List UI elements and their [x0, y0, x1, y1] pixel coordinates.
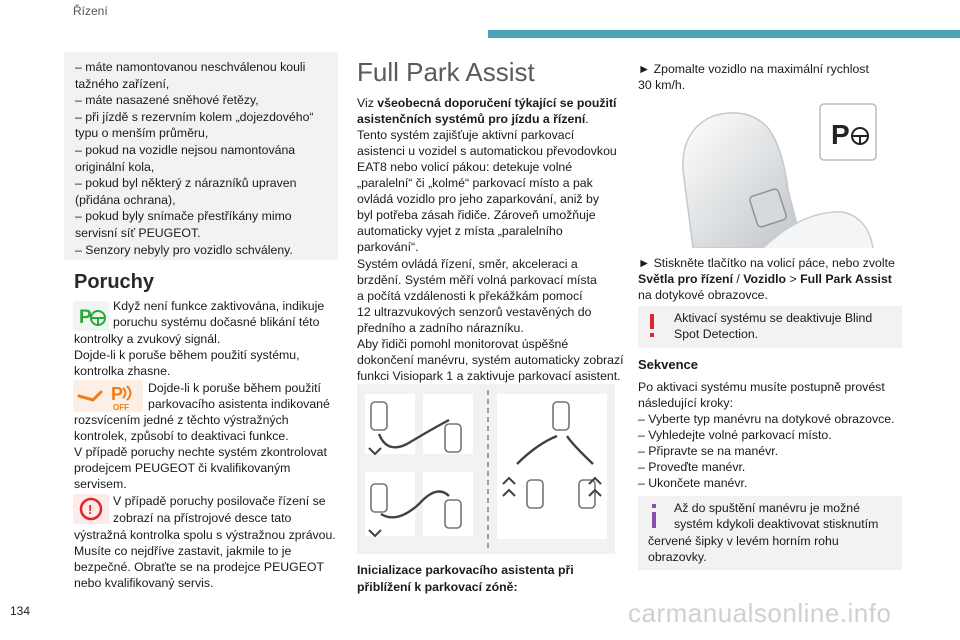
svg-text:P: P — [79, 307, 92, 328]
sequence-line: – Vyberte typ manévru na dotykové obrazovce. — [638, 412, 895, 426]
full-park-assist-title: Full Park Assist — [357, 57, 535, 87]
fault3-line: nebo kvalifikovaný servis. — [74, 576, 214, 590]
fault2-line: servisem. — [74, 477, 127, 491]
menu-path-vehicle: Vozidlo — [743, 272, 787, 286]
init-line: přiblížení k parkovací zóně: — [357, 580, 518, 594]
intro-line — [357, 95, 616, 111]
list-line: – pokud byly snímače přestříkány mimo — [75, 209, 292, 224]
fault2-line: rozsvícením jedné z těchto výstražných — [74, 413, 289, 427]
gear-selector-illustration — [653, 100, 881, 248]
body-line: dokončení manévru, systém automaticky zobrazí — [357, 353, 624, 367]
sequence-line: – Připravte se na manévr. — [638, 444, 779, 458]
sequence-line: – Proveďte manévr. — [638, 460, 746, 474]
body-line: automaticky vyjet z místa „paralelního — [357, 224, 563, 238]
park-assist-warning-icon — [73, 301, 109, 331]
section-header: Řízení — [73, 4, 108, 18]
step1-line: 30 km/h. — [638, 78, 686, 92]
info-line: obrazovky. — [648, 550, 707, 564]
sequence-line: – Ukončete manévr. — [638, 476, 748, 490]
fault1-line: poruchu systému dočasné blikání této — [113, 315, 320, 329]
fault3-line: Musíte co nejdříve zastavit, jakmile to je — [74, 544, 292, 558]
fault3-line: V případě poruchy posilovače řízení se — [113, 494, 326, 508]
info-note — [638, 496, 902, 570]
body-line: předního a zadního nárazníku. — [357, 321, 524, 335]
fault3-line: bezpečné. Obraťte se na prodejce PEUGEOT — [74, 560, 324, 574]
body-line: „paralelní“ či „kolmé“ parkovací místo a pak — [357, 176, 593, 190]
svg-text:!: ! — [88, 502, 93, 517]
body-line: byl potřeba zásah řidiče. Zároveň umožňuje — [357, 208, 596, 222]
svg-text:OFF: OFF — [113, 403, 129, 412]
list-line: – pokud byl některý z nárazníků upraven — [75, 176, 297, 191]
warning-line: Spot Detection. — [674, 327, 759, 341]
sequence-line: následující kroky: — [638, 396, 734, 410]
svg-text:P: P — [831, 119, 850, 150]
fault2-line: prodejcem PEUGEOT či kvalifikovaným — [74, 461, 291, 475]
step2-line — [638, 271, 892, 287]
body-line: 12 ultrazvukových senzorů vestavěných do — [357, 305, 592, 319]
fault1-line: Když není funkce zaktivována, indikuje — [113, 299, 325, 313]
step2-line: ► Stiskněte tlačítko na volicí páce, nebo zvolte — [638, 256, 895, 270]
list-line: tažného zařízení, — [75, 76, 170, 91]
park-sensor-off-icons — [73, 380, 143, 412]
menu-path-full-park-assist: Full Park Assist — [800, 272, 892, 286]
body-line: brzdění. Systém měří volná parkovací místa — [357, 273, 597, 287]
init-line: Inicializace parkovacího asistenta při — [357, 563, 574, 577]
info-line: červené šipky v levém horním rohu — [648, 534, 839, 548]
parking-maneuvers-diagram — [357, 384, 615, 554]
body-line: parkování“. — [357, 240, 419, 254]
menu-path-lighting: Světla pro řízení — [638, 272, 733, 286]
intro-bold: všeobecná doporučení týkající se použití — [377, 96, 617, 110]
step1-line: ► Zpomalte vozidlo na maximální rychlost — [638, 62, 869, 76]
list-line: – máte namontovanou neschválenou kouli — [75, 60, 306, 74]
list-line: – pokud na vozidle nejsou namontována — [75, 142, 296, 157]
list-line: – Senzory nebyly pro vozidlo schváleny. — [75, 242, 293, 257]
list-line: – máte nasazené sněhové řetězy, — [75, 93, 259, 108]
faults-title: Poruchy — [74, 271, 155, 293]
steering-fault-icon — [73, 494, 109, 524]
list-line: servisní síť PEUGEOT. — [75, 225, 201, 240]
fault3-line: zobrazí na přístrojové desce tato — [113, 511, 292, 525]
sequence-line: Po aktivaci systému musíte postupně provést — [638, 380, 885, 394]
body-line: Aby řidiči pomohl monitorovat úspěšné — [357, 337, 569, 351]
conditions-list-box — [64, 52, 338, 260]
fault2-line: kontrolek, způsobí to deaktivaci funkce. — [74, 429, 289, 443]
menu-separator: > — [786, 272, 801, 286]
watermark: carmanualsonline.info — [628, 598, 892, 628]
list-line: typu o menším průměru, — [75, 126, 209, 141]
sequence-line: – Vyhledejte volné parkovací místo. — [638, 428, 832, 442]
intro-line — [357, 111, 589, 127]
fault1-line: kontrolka zhasne. — [74, 364, 171, 378]
svg-text:P: P — [111, 384, 124, 404]
body-line: Systém ovládá řízení, směr, akceleraci a — [357, 257, 578, 271]
body-line: Tento systém zajišťuje aktivní parkovací — [357, 128, 575, 142]
body-line: asistenci u vozidel s automatickou převodovkou — [357, 144, 617, 158]
intro-prefix: Viz — [357, 96, 378, 110]
intro-bold: asistenčních systémů pro jízdu a řízení — [357, 112, 586, 126]
list-line: – při jízdě s rezervním kolem „dojezdového“ — [75, 109, 314, 124]
list-line: (přidána ochrana), — [75, 192, 176, 207]
header-accent-bar — [488, 30, 960, 38]
intro-suffix: . — [585, 112, 589, 126]
sequence-title: Sekvence — [638, 357, 698, 372]
body-line: ovládá vozidlo pro jeho zaparkování, aniž by — [357, 192, 599, 206]
fault2-line: Dojde-li k poruše během použití — [148, 381, 321, 395]
info-icon — [650, 504, 658, 528]
menu-separator: / — [733, 272, 744, 286]
warning-note — [638, 306, 902, 348]
info-line: Až do spuštění manévru je možné — [674, 501, 860, 515]
warning-exclamation-icon — [648, 314, 656, 338]
list-line: originální kola, — [75, 159, 155, 174]
fault1-line: Dojde-li k poruše během použití systému, — [74, 348, 300, 362]
fault1-line: kontrolky a zvukový signál. — [74, 332, 221, 346]
warning-line: Aktivací systému se deaktivuje Blind — [674, 311, 873, 325]
body-line: a počítá vzdálenosti k překážkám pomocí — [357, 289, 583, 303]
body-line: funkci Visiopark 1 a zaktivuje parkovací asistent. — [357, 369, 621, 383]
fault3-line: výstražná kontrolka spolu s výstražnou zprávou. — [74, 528, 336, 542]
fault2-line: parkovacího asistenta indikované — [148, 397, 330, 411]
info-line: systém kdykoli deaktivovat stisknutím — [674, 517, 879, 531]
fault2-line: V případě poruchy nechte systém zkontrolovat — [74, 445, 327, 459]
body-line: EAT8 nebo volicí pákou: detekuje volné — [357, 160, 573, 174]
step2-line: na dotykové obrazovce. — [638, 288, 768, 302]
page-number: 134 — [10, 604, 31, 618]
